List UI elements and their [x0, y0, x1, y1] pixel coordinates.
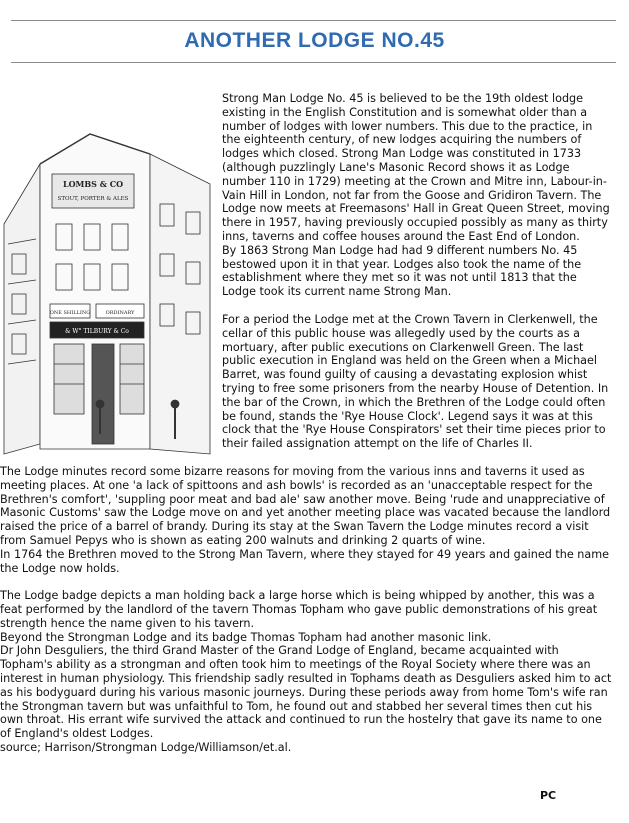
paragraph-history: Strong Man Lodge No. 45 is believed to be the 19th oldest lodge existing in the English Constitution and is somewhat older than a number of lodges with lower numbers. This due to the practice, in the eighteenth century, of new lodges acquiring the numbers of lodges which closed. Strong Man Lodge was constituted in 1733 (although puzzlingly Lane's Masonic Record shows it as Lodge number 110 in 1729) meeting at the Crown and Mitre inn, Labour-in-Vain Hill in London, not far from the Goose and Gridiron Tavern. The Lodge now meets at Freemasons' Hall in Great Queen Street, moving there in 1957, having previously occupied possibly as many as thirty inns, taverns and coffee houses around the East End of London. [222, 92, 610, 243]
paragraph-masonic-link: Beyond the Strongman Lodge and its badge Thomas Topham had another masonic link. [0, 630, 492, 644]
title-underline [11, 62, 616, 63]
article-body [0, 92, 614, 755]
paragraph-minutes: The Lodge minutes record some bizarre reasons for moving from the various inns and taverns it used as meeting places. At one 'a lack of spittoons and ash bowls' is recorded as an 'unacceptable respect for the Brethren's comfort', 'suppling poor meat and bad ale' saw another move. Being 'rude and unappreciative of Masonic Customs' saw the Lodge move on and yet another meeting place was vacated because the landlord raised the price of a barrel of brandy. During its stay at the Swan Tavern the Lodge minutes record a visit from Samuel Pepys who is shown as eating 200 walnuts and drinking 2 quarts of wine. [0, 464, 611, 547]
sign-lombs: LOMBS & CO [62, 179, 124, 189]
tavern-street-illustration [0, 104, 214, 458]
paragraph-desguliers: Dr John Desguliers, the third Grand Master of the Grand Lodge of England, became acquainted with Topham's ability as a strongman and often took him to meetings of the Royal Society where there was an interest in human physiology. This friendship sadly resulted in Tophams death as Desguliers asked him to act as his bodyguard during his various masonic journeys. During these periods away from home Tom's wife ran the Strongman tavern but was unfaithful to Tom, he found out and stabbed her several times then cut his own throat. His errant wife survived the attack and continued to run the hostelry that gave its name to one of England's oldest Lodges. [0, 644, 612, 741]
sign-one-shilling: ONE SHILLING [49, 310, 91, 316]
paragraph-crown-tavern: For a period the Lodge met at the Crown Tavern in Clerkenwell, the cellar of this public house was allegedly used by the courts as a mortuary, after public executions on Clarkenwell Green. The last public execution in England was held on the Green when a Michael Barret, was found guilty of causing a devastating explosion whist trying to free some prisoners from the nearby House of Detention. In the bar of the Crown, in which the Brethren of the Lodge could often be found, stands the 'Rye House Clock'. Legend says it was at this clock that the 'Rye House Conspirators' set their time pieces prior to their failed assignation attempt on the life of Charles II. [222, 312, 609, 451]
sign-tilbury: & W° TILBURY & Co [65, 328, 129, 335]
author-initials: PC [540, 789, 557, 802]
source-line: source; Harrison/Strongman Lodge/Williamson/et.al. [0, 741, 292, 755]
top-rule [11, 20, 616, 21]
paragraph-numbers: By 1863 Strong Man Lodge had had 9 different numbers No. 45 bestowed upon it in that year. Lodges also took the name of the establishment where they met so it was not until 1813 that the Lodge took its current name Strong Man. [222, 243, 582, 299]
page-title: ANOTHER LODGE NO.45 [184, 29, 445, 52]
sign-stout: STOUT, PORTER & ALES [57, 196, 129, 202]
paragraph-strong-man-tavern: In 1764 the Brethren moved to the Strong Man Tavern, where they stayed for 49 years and gained the name the Lodge now holds. [0, 547, 610, 575]
sign-ordinary: ORDINARY [105, 310, 135, 316]
paragraph-badge: The Lodge badge depicts a man holding back a large horse which is being whipped by another, this was a feat performed by the landlord of the tavern Thomas Topham who gave public demonstrations of his great strength hence the name given to his tavern. [0, 589, 598, 630]
